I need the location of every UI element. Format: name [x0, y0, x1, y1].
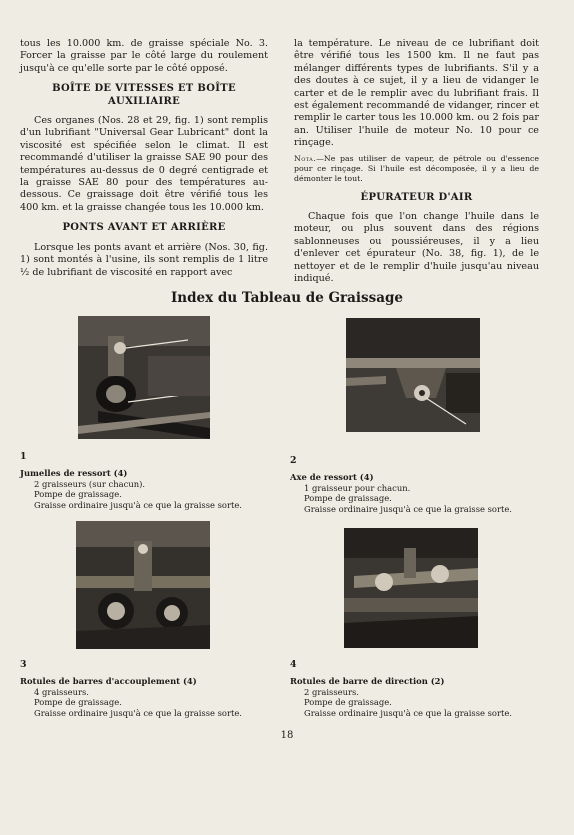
index-item-3	[20, 660, 270, 718]
item-number: 1	[20, 451, 27, 462]
item-title: Rotules de barre de direction (2)	[290, 676, 445, 687]
item-line: Pompe de graissage.	[34, 489, 122, 500]
tie-rod-illustration	[76, 521, 210, 649]
left-column	[20, 38, 268, 279]
item-line: Graisse ordinaire jusqu'à ce que la graisse sorte.	[34, 707, 242, 718]
item-line: Graisse ordinaire jusqu'à ce que la graisse sorte.	[304, 503, 512, 514]
drag-link-illustration	[344, 528, 478, 648]
item-number: 4	[290, 659, 297, 670]
item-number: 3	[20, 659, 27, 670]
item-line: Pompe de graissage.	[34, 697, 122, 708]
spring-shackle-illustration	[78, 316, 210, 439]
index-item-4	[290, 660, 550, 718]
item-line: Pompe de graissage.	[304, 493, 392, 504]
item-title: Axe de ressort (4)	[290, 472, 374, 483]
page-number: 18	[280, 730, 294, 741]
item-line: Pompe de graissage.	[304, 697, 392, 708]
photo-drag-link-ends	[344, 528, 478, 648]
air-filter-paragraph: Chaque fois que l'on change l'huile dans le moteur, ou plus souvent dans des régions sablonneuses ou poussiéreuses, il y a lieu d'enlever cet épurateur (No. 38, fig. 1), de le nettoyer et de le remplir d'huile jusqu'au niveau indiqué.	[294, 211, 539, 285]
index-title: Index du Tableau de Graissage	[170, 290, 403, 306]
note-paragraph	[294, 154, 539, 184]
note-label: Nota.	[294, 153, 317, 163]
gearbox-heading: BOÎTE DE VITESSES ET BOÎTE AUXILIAIRE	[52, 83, 236, 107]
spring-pin-illustration	[346, 318, 480, 432]
item-line: 4 graisseurs.	[34, 686, 89, 697]
note-text: —Ne pas utiliser de vapeur, de pétrole ou d'essence pour ce rinçage. Si l'huile est décomposée, il y a lieu de démonter le tout.	[294, 153, 539, 183]
item-line: Graisse ordinaire jusqu'à ce que la graisse sorte.	[304, 707, 512, 718]
air-filter-heading: ÉPURATEUR D'AIR	[360, 191, 473, 203]
item-line: 2 graisseurs (sur chacun).	[34, 478, 146, 489]
photo-spring-shackle	[78, 316, 210, 439]
axles-heading: PONTS AVANT ET ARRIÈRE	[62, 222, 226, 234]
gearbox-paragraph: Ces organes (Nos. 28 et 29, fig. 1) sont remplis d'un lubrifiant "Universal Gear Lubricant" dont la viscosité est spécifiée selon le climat. Il est recommandé d'utiliser la graisse SAE 90 pour des températures au-dessus de 0 degré centigrade et la graisse SAE 80 pour des températures au-dessous. Ce graissage doit être vérifié tous les 400 km. et la graisse changée tous les 10.000 km.	[20, 115, 268, 213]
photo-spring-pin	[346, 318, 480, 432]
item-title: Jumelles de ressort (4)	[20, 468, 128, 479]
item-line: 2 graisseurs.	[304, 686, 359, 697]
axles-paragraph: Lorsque les ponts avant et arrière (Nos. 30, fig. 1) sont montés à l'usine, ils sont remplis de 1 litre ½ de lubrifiant de viscosité en rapport avec	[20, 241, 268, 278]
right-column	[294, 38, 539, 286]
item-line: Graisse ordinaire jusqu'à ce que la graisse sorte.	[34, 499, 242, 510]
intro-paragraph: tous les 10.000 km. de graisse spéciale No. 3. Forcer la graisse par le côté large du roulement jusqu'à ce qu'elle sorte par le côté opposé.	[20, 38, 268, 74]
continuation-paragraph: la température. Le niveau de ce lubrifiant doit être vérifié tous les 1500 km. Il ne faut pas mélanger différents types de lubrifiants. S'il y a des doutes à ce sujet, il y a lieu de vidanger le carter et de le remplir avec du lubrifiant frais. Il est également recommandé de vidanger, rincer et remplir le carter tous les 10.000 km. ou 2 fois par an. Utiliser l'huile de moteur No. 10 pour ce rinçage.	[294, 38, 539, 149]
item-number: 2	[290, 455, 297, 466]
photo-tie-rod-ends	[76, 521, 210, 649]
index-item-1	[20, 452, 270, 510]
item-title: Rotules de barres d'accouplement (4)	[20, 676, 197, 687]
item-line: 1 graisseur pour chacun.	[304, 482, 411, 493]
index-item-2	[290, 456, 550, 514]
